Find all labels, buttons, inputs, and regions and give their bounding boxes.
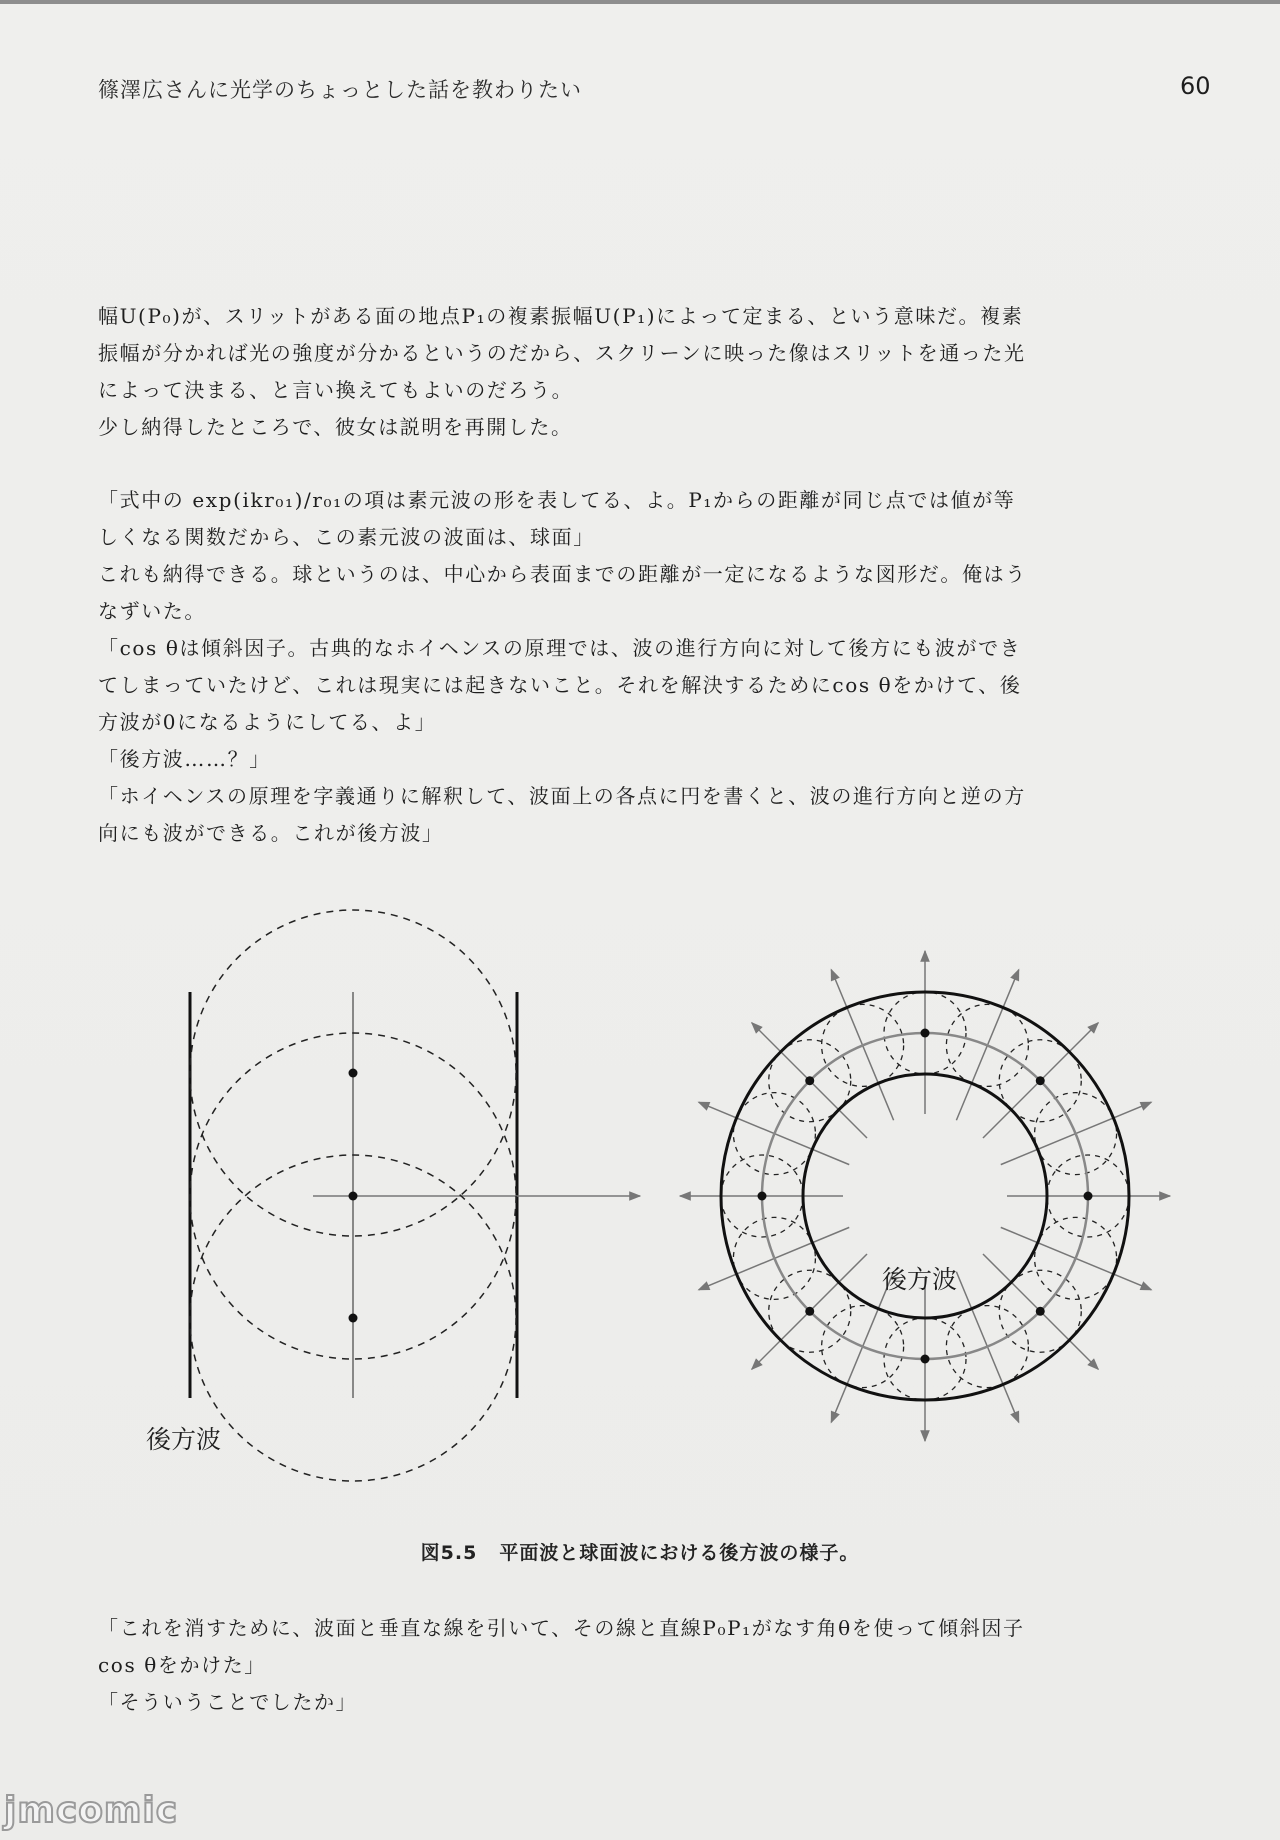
paragraph: 「ホイヘンスの原理を字義通りに解釈して、波面上の各点に円を書くと、波の進行方向と逆の方向にも波ができる。これが後方波」	[98, 784, 1026, 845]
page-number: 60	[1180, 72, 1211, 100]
body-text-top	[98, 298, 1028, 852]
backward-wave-label-right: 後方波	[882, 1265, 958, 1294]
source-point	[805, 1076, 814, 1085]
paragraph: 幅U(P₀)が、スリットがある面の地点P₁の複素振幅U(P₁)によって定まる、という意味だ。複素振幅が分かれば光の強度が分かるというのだから、スクリーンに映った像はスリットを通った光によって決まる、と言い換えてもよいのだろう。	[98, 304, 1026, 402]
paragraph: 「式中の exp(ikr₀₁)/r₀₁の項は素元波の形を表してる、よ。P₁からの距離が同じ点では値が等しくなる関数だから、この素元波の波面は、球面」	[98, 488, 1016, 549]
paragraph: これも納得できる。球というのは、中心から表面までの距離が一定になるような図形だ。俺はうなずいた。	[98, 562, 1027, 623]
radial-arrows	[680, 951, 1170, 1441]
source-point	[1036, 1307, 1045, 1316]
source-point	[921, 1029, 930, 1038]
paragraph: 「cos θは傾斜因子。古典的なホイヘンスの原理では、波の進行方向に対して後方にも波ができてしまっていたけど、これは現実には起きないこと。それを解決するためにcos θをかけて、後方波が0になるようにしてる、よ」	[98, 636, 1022, 734]
body-text-bottom	[98, 1610, 1028, 1721]
source-point	[349, 1314, 358, 1323]
caption-text: 平面波と球面波における後方波の様子。	[499, 1542, 860, 1564]
source-point	[349, 1192, 358, 1201]
watermark-logo: jmcomic	[4, 1790, 179, 1831]
source-point	[921, 1355, 930, 1364]
backward-wave-label-left: 後方波	[146, 1425, 222, 1454]
paragraph: 少し納得したところで、彼女は説明を再開した。	[98, 415, 573, 439]
figure-backward-wave	[120, 895, 1180, 1495]
caption-number: 図5.5	[420, 1542, 478, 1564]
source-point	[349, 1069, 358, 1078]
source-point	[758, 1192, 767, 1201]
page-top-edge	[0, 0, 1280, 4]
paragraph: 「後方波……？」	[98, 747, 271, 771]
paragraph: 「これを消すために、波面と垂直な線を引いて、その線と直線P₀P₁がなす角θを使って傾斜因子cos θをかけた」	[98, 1616, 1025, 1677]
figure-caption	[0, 1538, 1280, 1565]
plane-wave-diagram	[146, 910, 640, 1481]
spherical-wave-diagram	[680, 951, 1170, 1441]
running-header: 篠澤広さんに光学のちょっとした話を教わりたい	[98, 78, 582, 102]
source-point	[1084, 1192, 1093, 1201]
source-point	[1036, 1076, 1045, 1085]
source-point	[805, 1307, 814, 1316]
paragraph: 「そういうことでしたか」	[98, 1690, 358, 1714]
